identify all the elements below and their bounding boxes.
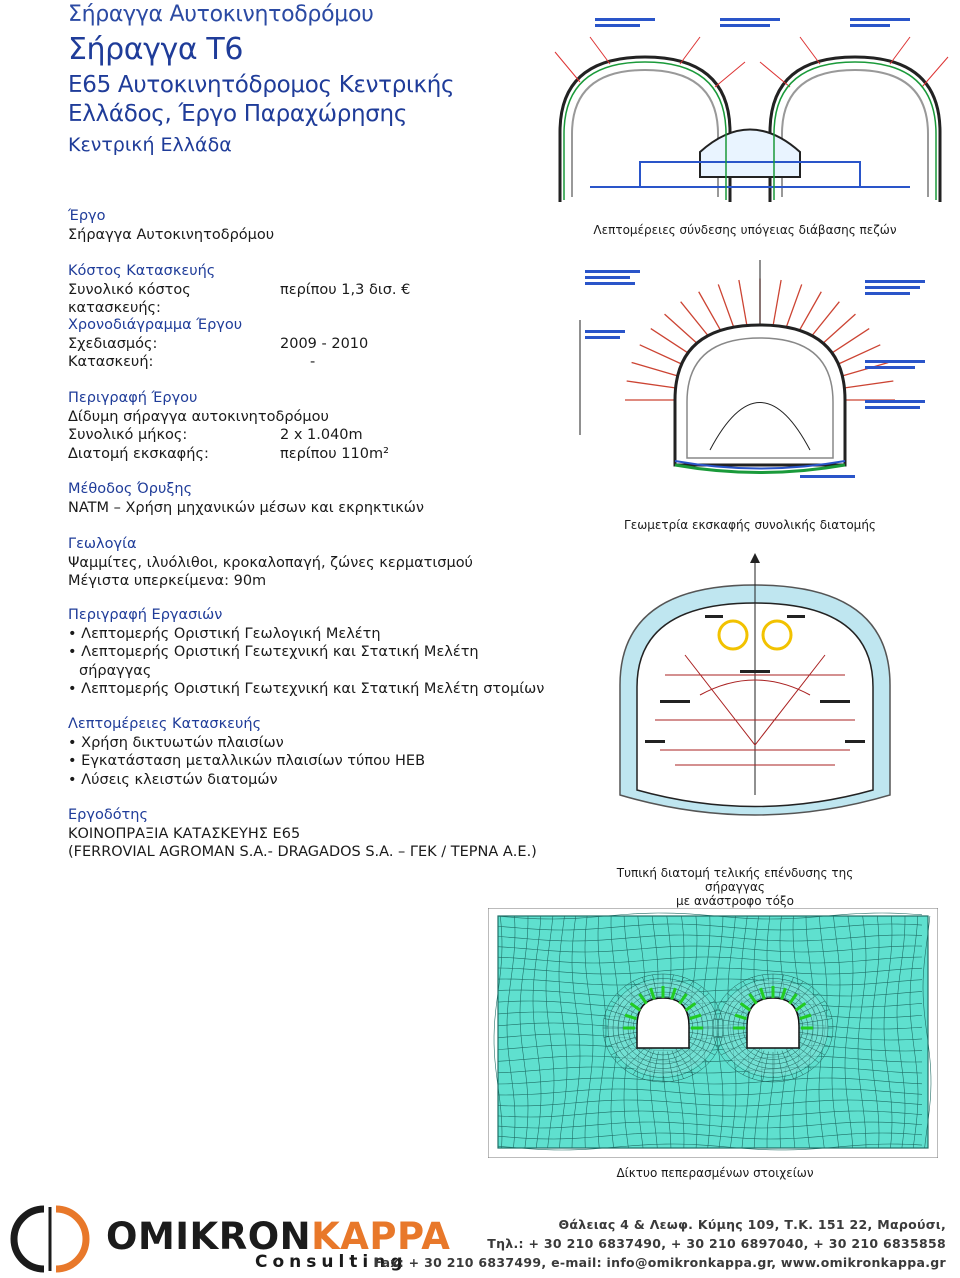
description-line1: Δίδυμη σήραγγα αυτοκινητοδρόμου: [68, 408, 329, 425]
figure4-caption: Δίκτυο πεπερασμένων στοιχείων: [616, 1166, 814, 1180]
section-work-value: Σήραγγα Αυτοκινητοδρόμου: [68, 226, 275, 243]
category-label: Σήραγγα Αυτοκινητοδρόμου: [68, 2, 374, 27]
client-line2: (FERROVIAL AGROMAN S.A.- DRAGADOS S.A. – ΓΕΚ / ΤΕΡΝΑ Α.Ε.): [68, 844, 537, 860]
length-value: 2 x 1.040m: [280, 427, 363, 443]
logo-part-kappa: KAPPA: [311, 1215, 451, 1258]
geology-line2: Μέγιστα υπερκείμενα: 90m: [68, 573, 267, 589]
section-description-heading: Περιγραφή Έργου: [68, 390, 198, 406]
task-item: • Λεπτομερής Οριστική Γεωλογική Μελέτη: [68, 625, 544, 644]
section-schedule-heading: Χρονοδιάγραμμα Έργου: [68, 317, 243, 333]
design-label: Σχεδιασμός:: [68, 335, 158, 352]
figure-excavation-geometry-drawing: [575, 250, 935, 510]
geology-line1: Ψαμμίτες, ιλυόλιθοι, κροκαλοπαγή, ζώνες κερματισμού: [68, 554, 473, 571]
build-label: Κατασκευή:: [68, 354, 154, 370]
region-label: Κεντρική Ελλάδα: [68, 134, 232, 156]
figure3-caption-line2: με ανάστροφο τόξο: [676, 894, 794, 908]
excavation-label: Διατομή εκσκαφής:: [68, 445, 209, 462]
figure3-caption: [590, 866, 880, 908]
section-details-heading: Λεπτομέρειες Κατασκευής: [68, 716, 262, 732]
figure3-caption-line1: Τυπική διατομή τελικής επένδυσης της σήραγγας: [616, 866, 854, 894]
section-geology-heading: Γεωλογία: [68, 536, 137, 552]
detail-item: • Εγκατάσταση μεταλλικών πλαισίων τύπου ΗΕΒ: [68, 752, 425, 771]
section-tasks: [68, 606, 544, 699]
section-method: [68, 480, 424, 517]
section-description: [68, 389, 389, 463]
cost-value: περίπου 1,3 δισ. €: [280, 281, 411, 298]
section-client: [68, 806, 537, 862]
section-method-heading: Μέθοδος Όρυξης: [68, 481, 193, 497]
cost-label: Συνολικό κόστος κατασκευής:: [68, 281, 191, 316]
detail-item: • Χρήση δικτυωτών πλαισίων: [68, 734, 425, 753]
section-cost-heading: Κόστος Κατασκευής: [68, 263, 216, 279]
company-address: Θάλειας 4 & Λεωφ. Κύμης 109, Τ.Κ. 151 22, Μαρούσι,: [558, 1217, 946, 1232]
length-label: Συνολικό μήκος:: [68, 427, 188, 443]
task-item: • Λεπτομερής Οριστική Γεωτεχνική και Στατική Μελέτη στομίων: [68, 680, 544, 699]
section-tasks-heading: Περιγραφή Εργασιών: [68, 607, 223, 623]
section-client-heading: Εργοδότης: [68, 807, 148, 823]
section-schedule: [68, 316, 368, 372]
section-geology: [68, 535, 473, 591]
detail-item: • Λύσεις κλειστών διατομών: [68, 771, 425, 790]
figure2-caption: Γεωμετρία εκσκαφής συνολικής διατομής: [624, 518, 876, 532]
design-value: 2009 - 2010: [280, 335, 369, 352]
section-cost: [68, 262, 410, 318]
figure-pedestrian-passage-drawing: [550, 12, 950, 222]
figure-final-lining-drawing: [605, 545, 905, 855]
logo-part-omikron: OMIKRON: [106, 1215, 312, 1258]
company-logo-subtitle: Consulting: [255, 1252, 408, 1272]
build-value: -: [310, 354, 316, 370]
project-name-line1: Ε65 Αυτοκινητόδρομος Κεντρικής: [68, 72, 455, 98]
method-value: NATM – Χρήση μηχανικών μέσων και εκρηκτικών: [68, 499, 425, 516]
figure1-caption: Λεπτομέρειες σύνδεσης υπόγειας διάβασης πεζών: [593, 223, 897, 237]
project-name-line2: Ελλάδος, Έργο Παραχώρησης: [68, 101, 408, 127]
excavation-value: περίπου 110m²: [280, 445, 389, 462]
client-line1: ΚΟΙΝΟΠΡΑΞΙΑ ΚΑΤΑΣΚΕΥΗΣ Ε65: [68, 825, 301, 842]
company-phones: Τηλ.: + 30 210 6837490, + 30 210 6897040, + 30 210 6835858: [487, 1236, 946, 1251]
company-fax-email: Fax: + 30 210 6837499, e-mail: info@omikronkappa.gr, www.omikronkappa.gr: [373, 1255, 946, 1270]
section-details: [68, 715, 425, 789]
task-item-continuation: σήραγγας: [79, 662, 152, 679]
section-work-heading: Έργο: [68, 208, 106, 224]
page-title: Σήραγγα Τ6: [68, 32, 244, 67]
section-work: [68, 207, 274, 244]
figure-finite-element-mesh: [488, 908, 938, 1158]
task-item: • Λεπτομερής Οριστική Γεωτεχνική και Στατική Μελέτη: [68, 643, 544, 662]
omikronkappa-logo-icon: [8, 1203, 103, 1275]
